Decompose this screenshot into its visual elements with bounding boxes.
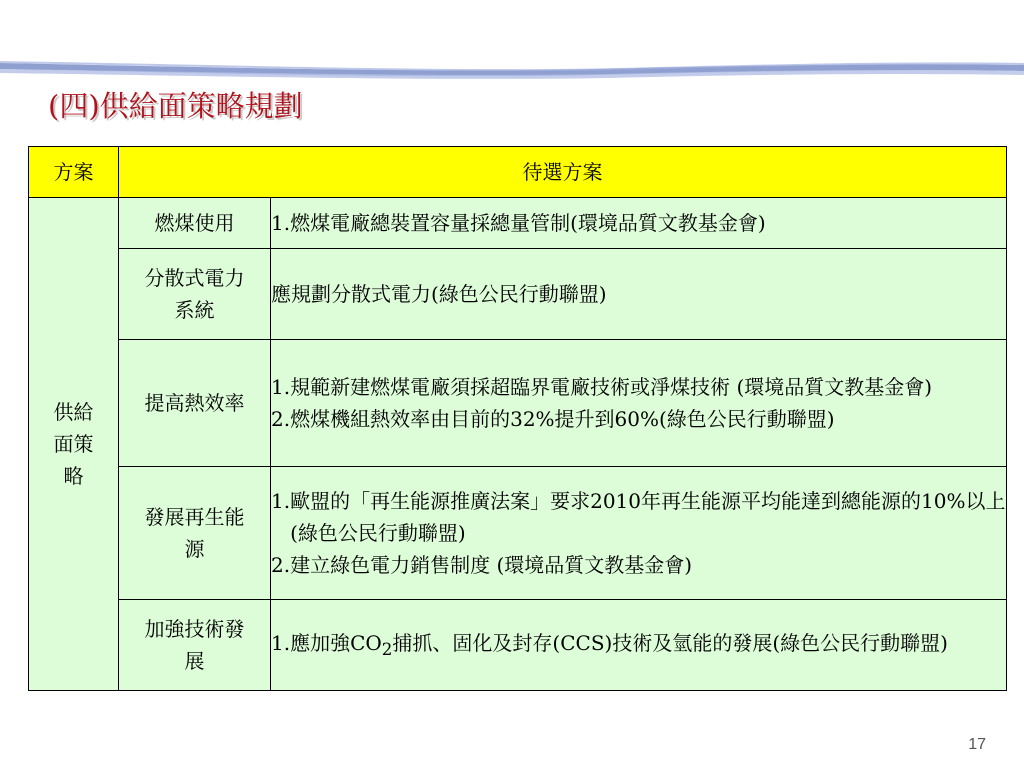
item-number: 1. <box>271 630 291 655</box>
item-text: 歐盟的「再生能源推廣法案」要求2010年再生能源平均能達到總能源的10%以上(綠色公民行動聯盟) <box>290 489 1006 545</box>
item-text: 規範新建燃煤電廠須採超臨界電廠技術或淨煤技術 (環境品質文教基金會) <box>290 375 933 399</box>
category-label: 提高熱效率 <box>144 391 245 415</box>
description-cell <box>271 600 1007 691</box>
list-item <box>271 549 1006 581</box>
description-cell <box>271 249 1007 340</box>
item-text-part: 捕抓、固化及封存(CCS)技術及氫能的發展(綠色公民行動聯盟) <box>392 630 948 655</box>
category-label: 分散式電力 <box>144 266 245 290</box>
description-cell <box>271 467 1007 600</box>
table-row <box>29 198 1007 249</box>
list-item <box>271 371 1006 403</box>
item-text: 應規劃分散式電力(綠色公民行動聯盟) <box>271 282 607 306</box>
item-text: 建立綠色電力銷售制度 (環境品質文教基金會) <box>290 553 693 577</box>
category-label: 系統 <box>174 298 215 322</box>
category-label: 加強技術發 <box>144 617 245 641</box>
table-row <box>29 249 1007 340</box>
list-item <box>271 485 1006 549</box>
item-text <box>290 627 1006 664</box>
category-cell <box>119 467 271 600</box>
table-row <box>29 467 1007 600</box>
category-label: 展 <box>184 649 205 673</box>
group-label-line: 面策 <box>53 432 94 456</box>
group-label-cell <box>29 198 119 691</box>
item-number: 1. <box>271 489 291 513</box>
table-row <box>29 600 1007 691</box>
category-cell <box>119 340 271 467</box>
list-item <box>271 627 1006 664</box>
list-item <box>271 278 1006 310</box>
table-header-row <box>29 147 1007 198</box>
subscript-2: 2 <box>381 639 393 659</box>
page-number: 17 <box>968 736 986 753</box>
header-plan-cell: 方案 <box>29 147 119 198</box>
item-number: 1. <box>271 211 291 235</box>
table-row <box>29 340 1007 467</box>
description-cell <box>271 198 1007 249</box>
category-cell <box>119 249 271 340</box>
item-number: 1. <box>271 375 291 399</box>
item-text: 燃煤機組熱效率由目前的32%提升到60%(綠色公民行動聯盟) <box>290 407 835 431</box>
category-label: 源 <box>184 537 205 561</box>
group-label-line: 略 <box>63 464 84 488</box>
category-cell <box>119 600 271 691</box>
item-text-part: 應加強CO <box>290 630 382 655</box>
item-text: 燃煤電廠總裝置容量採總量管制(環境品質文教基金會) <box>290 211 766 235</box>
category-label: 燃煤使用 <box>154 211 235 235</box>
item-number: 2. <box>271 407 291 431</box>
description-cell <box>271 340 1007 467</box>
item-number: 2. <box>271 553 291 577</box>
category-label: 發展再生能 <box>144 505 245 529</box>
list-item <box>271 207 1006 239</box>
category-cell <box>119 198 271 249</box>
slide-title: (四)供給面策略規劃 <box>48 89 303 123</box>
strategy-table <box>28 146 1007 691</box>
header-swoosh-decoration <box>0 40 1024 90</box>
list-item <box>271 403 1006 435</box>
group-label-line: 供給 <box>53 400 94 424</box>
header-options-cell: 待選方案 <box>119 147 1007 198</box>
